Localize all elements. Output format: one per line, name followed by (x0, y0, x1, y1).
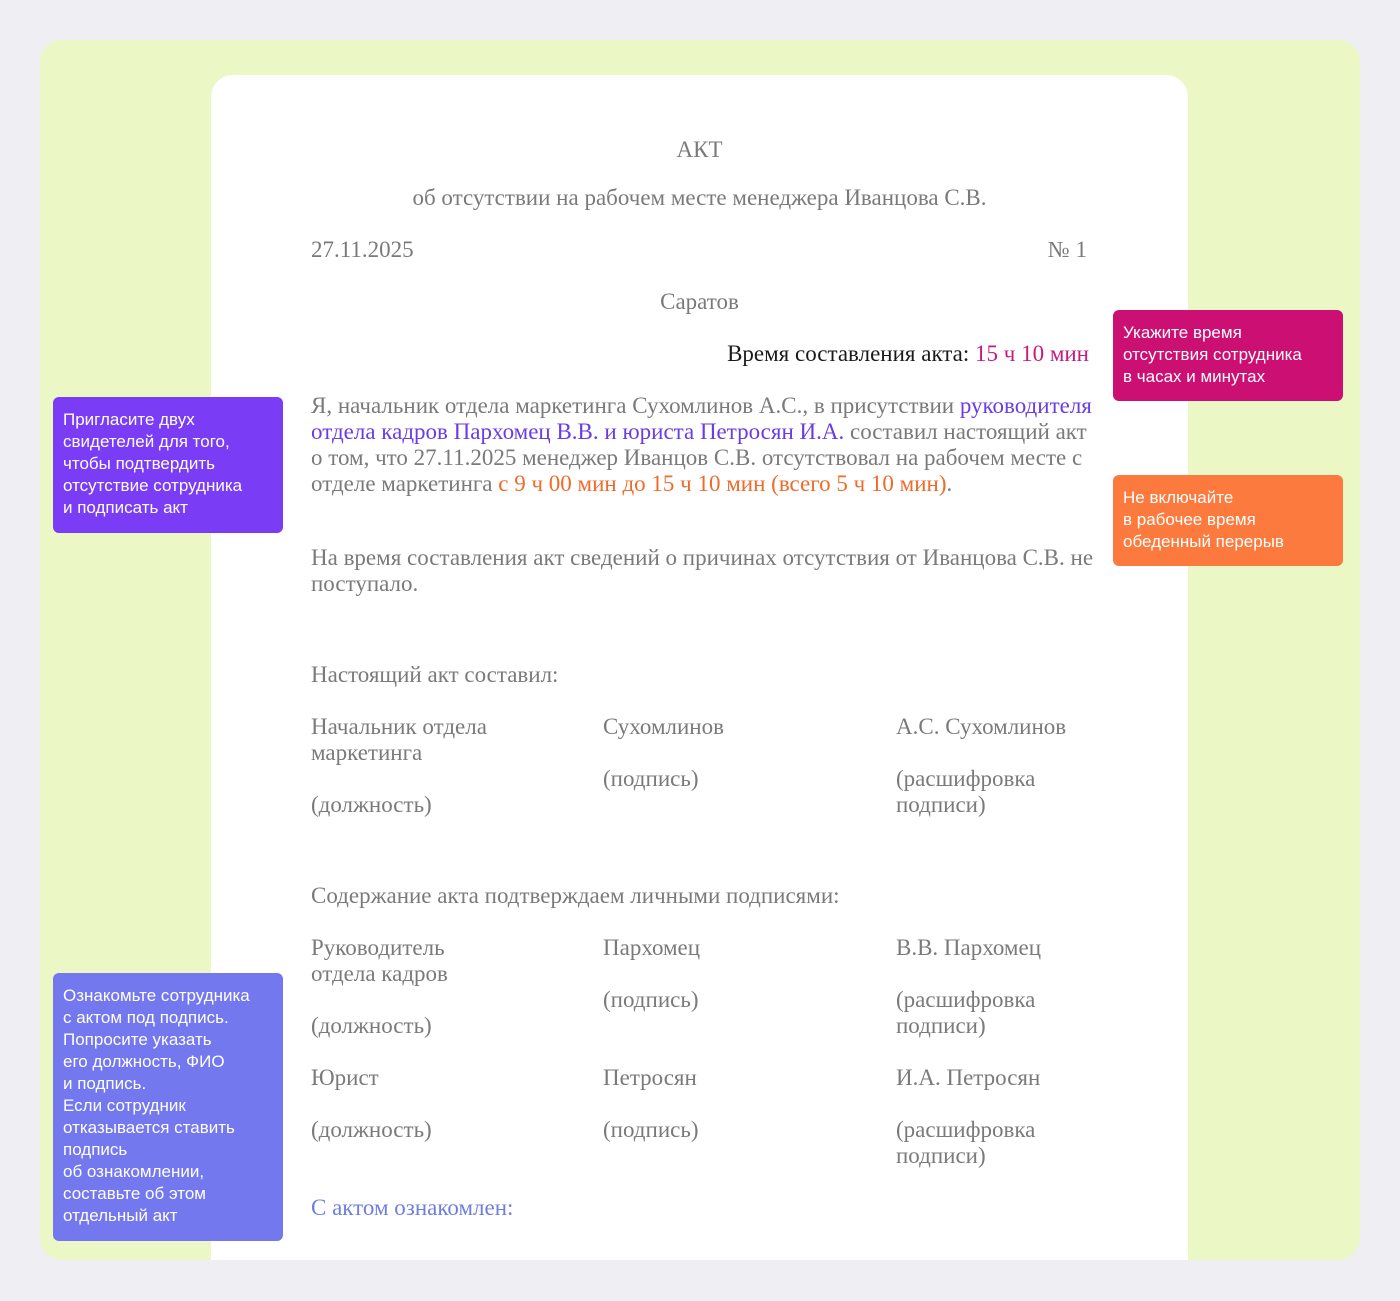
witnesses-text: руководителя отдела кадров Пархомец В.В. и юриста Петросян И.А. (311, 393, 1092, 444)
document-number: № 1 (1047, 237, 1087, 262)
name-note: (расшифровка подписи) (896, 987, 1036, 1038)
name-note: (расшифровка подписи) (896, 1117, 1036, 1168)
witness2-signature: Петросян (603, 1065, 697, 1090)
signature-note: (подпись) (603, 766, 699, 791)
signature-note: (подпись) (603, 987, 699, 1012)
compiler-name: А.С. Сухомлинов (896, 714, 1067, 739)
para1-part1: Я, начальник отдела маркетинга Сухомлинов А.С., в присутствии (311, 393, 960, 418)
main-paragraph (311, 393, 1101, 497)
para1-part2: составил настоящий акт о том, что 27.11.2025 менеджер Иванцов С.В. отсутствовал на рабочем месте с отделе маркетинга (311, 419, 1087, 496)
signature-note: (подпись) (603, 1117, 699, 1142)
acquainted-line: С актом ознакомлен: (311, 1195, 514, 1220)
confirm-heading: Содержание акта подтверждаем личными подписями: (311, 883, 840, 908)
document-page (211, 75, 1188, 1260)
position-note: (должность) (311, 1117, 432, 1142)
callout-time: Укажите время отсутствия сотрудника в часах и минутах (1113, 310, 1343, 401)
time-value: 15 ч 10 мин (975, 341, 1089, 366)
document-title: АКТ (676, 137, 723, 162)
witness1-signature: Пархомец (603, 935, 701, 960)
witness2-name: И.А. Петросян (896, 1065, 1041, 1090)
callout-witnesses: Пригласите двух свидетелей для того, чтобы подтвердить отсутствие сотрудника и подписать акт (53, 397, 283, 533)
position-note: (должность) (311, 1013, 432, 1038)
document-city: Саратов (660, 289, 739, 314)
witness1-name: В.В. Пархомец (896, 935, 1042, 960)
name-note: (расшифровка подписи) (896, 766, 1036, 817)
compiler-signature: Сухомлинов (603, 714, 724, 739)
position-note: (должность) (311, 792, 432, 817)
callout-acquaint: Ознакомьте сотрудника с актом под подпись. Попросите указать его должность, ФИО и подпись. Если сотрудник отказывается ставить подпись об ознакомлении, составьте об этом отдельный акт (53, 973, 283, 1241)
witness2-position: Юрист (311, 1065, 379, 1090)
absence-period: с 9 ч 00 мин до 15 ч 10 мин (всего 5 ч 10 мин) (498, 471, 947, 496)
document-date: 27.11.2025 (311, 237, 414, 262)
time-label: Время составления акта: (727, 341, 975, 366)
para1-end: . (946, 471, 953, 496)
reasons-paragraph: На время составления акт сведений о причинах отсутствия от Иванцова С.В. не поступало. (311, 545, 1094, 596)
composition-time (727, 341, 1089, 367)
callout-lunch: Не включайте в рабочее время обеденный перерыв (1113, 475, 1343, 566)
document-subtitle: об отсутствии на рабочем месте менеджера Иванцова С.В. (412, 185, 987, 210)
compiler-position: Начальник отдела маркетинга (311, 714, 487, 765)
witness1-position: Руководитель отдела кадров (311, 935, 448, 986)
compiled-heading: Настоящий акт составил: (311, 662, 559, 687)
